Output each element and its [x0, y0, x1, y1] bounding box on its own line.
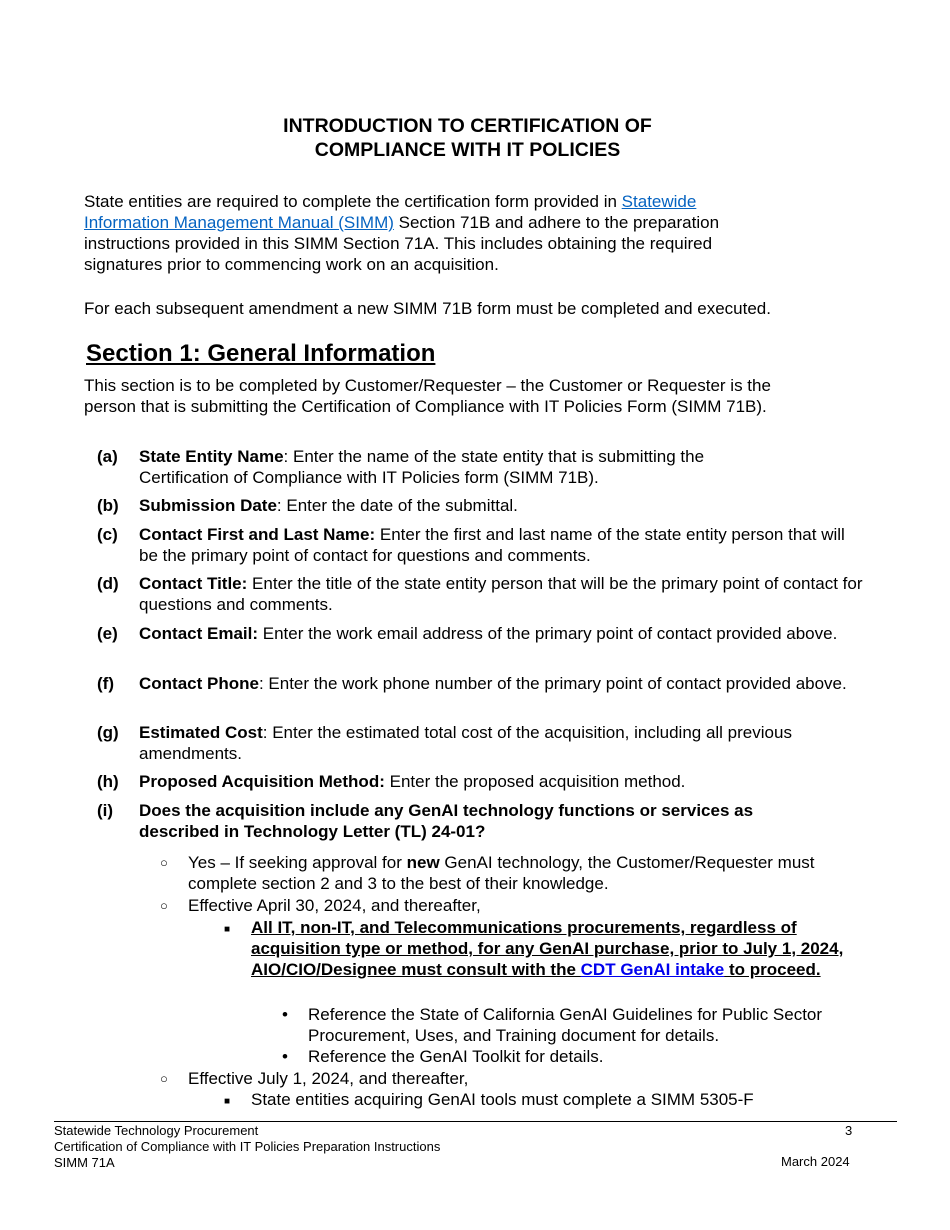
intro-paragraph: State entities are required to complete the certification form provided in Statewide Information Management Manual (SIMM) Section 71B and adhere to the preparation instructions provided in this SIMM Section 71A. This includes obtaining the required signatures prior to commencing work on an acquisition.	[84, 192, 720, 274]
list-item: (h) Proposed Acquisition Method: Enter the proposed acquisition method.	[97, 772, 686, 791]
circle-bullet-icon: ○	[160, 1071, 168, 1086]
genai-reference-1: • Reference the State of California GenAI Guidelines for Public Sector Procurement, Uses, and Training document for details.	[282, 1005, 823, 1045]
page-number: 3	[845, 1123, 853, 1138]
genai-july-bullet: ○ Effective July 1, 2024, and thereafter,	[160, 1069, 469, 1088]
list-item: (f) Contact Phone: Enter the work phone number of the primary point of contact provided above.	[97, 674, 847, 693]
genai-reference-2: • Reference the GenAI Toolkit for details.	[282, 1047, 604, 1066]
section-1-description: This section is to be completed by Customer/Requester – the Customer or Requester is the person that is submitting the Certification of Compliance with IT Policies Form (SIMM 71B).	[84, 376, 771, 416]
dot-bullet-icon: •	[282, 1005, 288, 1024]
footer-date: March 2024	[781, 1154, 850, 1169]
footer-left	[54, 1123, 440, 1171]
footer-line-2: Certification of Compliance with IT Policies Preparation Instructions	[54, 1139, 441, 1154]
amendment-paragraph: For each subsequent amendment a new SIMM 71B form must be completed and executed.	[84, 299, 771, 318]
circle-bullet-icon: ○	[160, 898, 168, 913]
cdt-genai-intake-link[interactable]: CDT GenAI intake	[580, 960, 725, 979]
genai-april-bullet: ○ Effective April 30, 2024, and thereafter,	[160, 896, 481, 915]
list-item: (b) Submission Date: Enter the date of the submittal.	[97, 496, 518, 515]
genai-july-rule: ■ State entities acquiring GenAI tools must complete a SIMM 5305-F	[224, 1089, 864, 1110]
dot-bullet-icon: •	[282, 1047, 288, 1066]
list-item: (g) Estimated Cost: Enter the estimated total cost of the acquisition, including all previous amendments.	[97, 723, 792, 763]
genai-yes-bullet: ○ Yes – If seeking approval for new GenAI technology, the Customer/Requester must complete section 2 and 3 to the best of their knowledge.	[160, 853, 815, 893]
list-item: (a) State Entity Name: Enter the name of the state entity that is submitting the Certification of Compliance with IT Policies form (SIMM 71B).	[97, 447, 705, 487]
genai-april-rule: ■ All IT, non-IT, and Telecommunications procurements, regardless of acquisition type or method, for any GenAI purchase, prior to July 1, 2024, AIO/CIO/Designee must consult with the CDT GenAI intake to proceed.	[224, 918, 844, 979]
page-title	[0, 114, 935, 162]
circle-bullet-icon: ○	[160, 855, 168, 870]
title-line-1: INTRODUCTION TO CERTIFICATION OF	[283, 115, 652, 137]
section-1-heading: Section 1: General Information	[86, 340, 436, 367]
footer-line-3: SIMM 71A	[54, 1155, 115, 1170]
list-item-genai-question: (i) Does the acquisition include any GenAI technology functions or services as described in Technology Letter (TL) 24-01?	[97, 801, 754, 841]
footer-line-1: Statewide Technology Procurement	[54, 1123, 259, 1138]
footer-divider	[54, 1121, 897, 1122]
list-item: (e) Contact Email: Enter the work email address of the primary point of contact provided above.	[97, 624, 838, 643]
list-item: (c) Contact First and Last Name: Enter the first and last name of the state entity person that will be the primary point of contact for questions and comments.	[97, 525, 845, 565]
square-bullet-icon: ■	[224, 924, 231, 935]
simm-link[interactable]: Statewide Information Management Manual (SIMM)	[84, 192, 697, 232]
square-bullet-icon: ■	[224, 1096, 231, 1107]
title-line-2: COMPLIANCE WITH IT POLICIES	[314, 139, 621, 161]
list-item: (d) Contact Title: Enter the title of the state entity person that will be the primary point of contact for questions and comments.	[97, 574, 863, 614]
